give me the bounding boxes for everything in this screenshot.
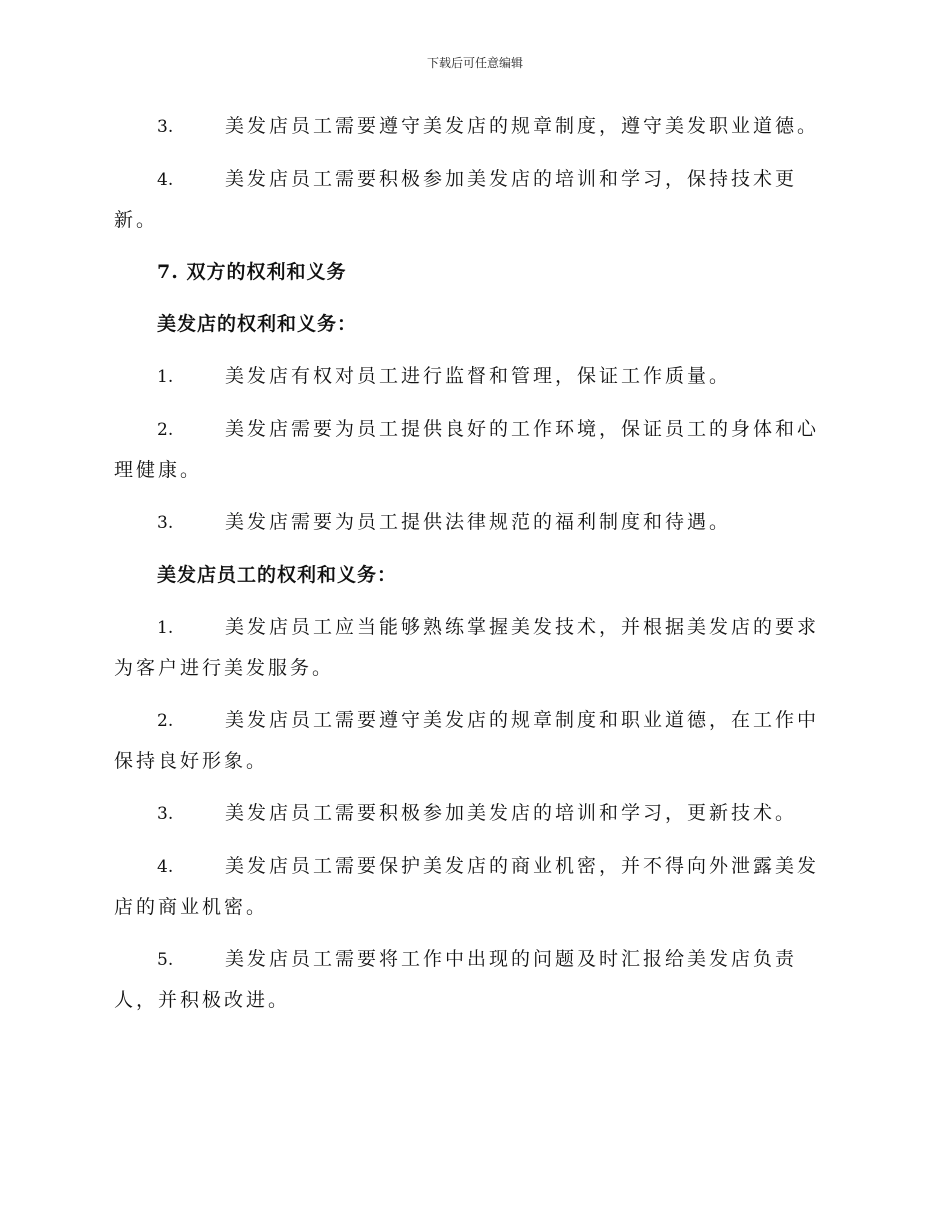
- item-number: 4.: [157, 170, 174, 190]
- list-item: [114, 106, 834, 147]
- list-item: [114, 607, 834, 688]
- item-number: 4.: [157, 857, 174, 877]
- item-text: 美发店有权对员工进行监督和管理，保证工作质量。: [225, 365, 732, 387]
- item-number: 3.: [157, 117, 174, 137]
- item-text: 美发店需要为员工提供良好的工作环境，保证员工的身体和心理健康。: [114, 418, 820, 481]
- staff-heading: 美发店员工的权利和义务：: [157, 564, 398, 586]
- list-item: [114, 700, 834, 781]
- item-number: 3.: [157, 804, 174, 824]
- item-number: 2.: [157, 420, 174, 440]
- item-text: 美发店员工需要将工作中出现的问题及时汇报给美发店负责人，并积极改进。: [114, 948, 798, 1011]
- item-number: 2.: [157, 711, 174, 731]
- item-number: 1.: [157, 367, 174, 387]
- item-text: 美发店员工应当能够熟练掌握美发技术，并根据美发店的要求为客户进行美发服务。: [114, 616, 820, 679]
- document-body: [114, 106, 834, 1032]
- item-number: 1.: [157, 618, 174, 638]
- list-item: [114, 939, 834, 1020]
- list-item: [114, 846, 834, 927]
- section-title: 7. 双方的权利和义务: [157, 261, 347, 283]
- page-header: 下载后可任意编辑: [426, 56, 523, 70]
- item-number: 5.: [157, 950, 174, 970]
- item-text: 美发店员工需要保护美发店的商业机密，并不得向外泄露美发店的商业机密。: [114, 855, 820, 918]
- item-text: 美发店员工需要遵守美发店的规章制度，遵守美发职业道德。: [225, 115, 820, 137]
- item-text: 美发店员工需要遵守美发店的规章制度和职业道德，在工作中保持良好形象。: [114, 709, 820, 772]
- item-text: 美发店需要为员工提供法律规范的福利制度和待遇。: [225, 511, 732, 533]
- list-item: [114, 502, 834, 543]
- list-item: [114, 793, 834, 834]
- item-text: 美发店员工需要积极参加美发店的培训和学习，更新技术。: [225, 802, 798, 824]
- item-number: 3.: [157, 513, 174, 533]
- salon-heading: 美发店的权利和义务：: [157, 313, 358, 335]
- list-item: [114, 356, 834, 397]
- item-text: 美发店员工需要积极参加美发店的培训和学习，保持技术更新。: [114, 168, 798, 231]
- list-item: [114, 409, 834, 490]
- list-item: [114, 159, 834, 240]
